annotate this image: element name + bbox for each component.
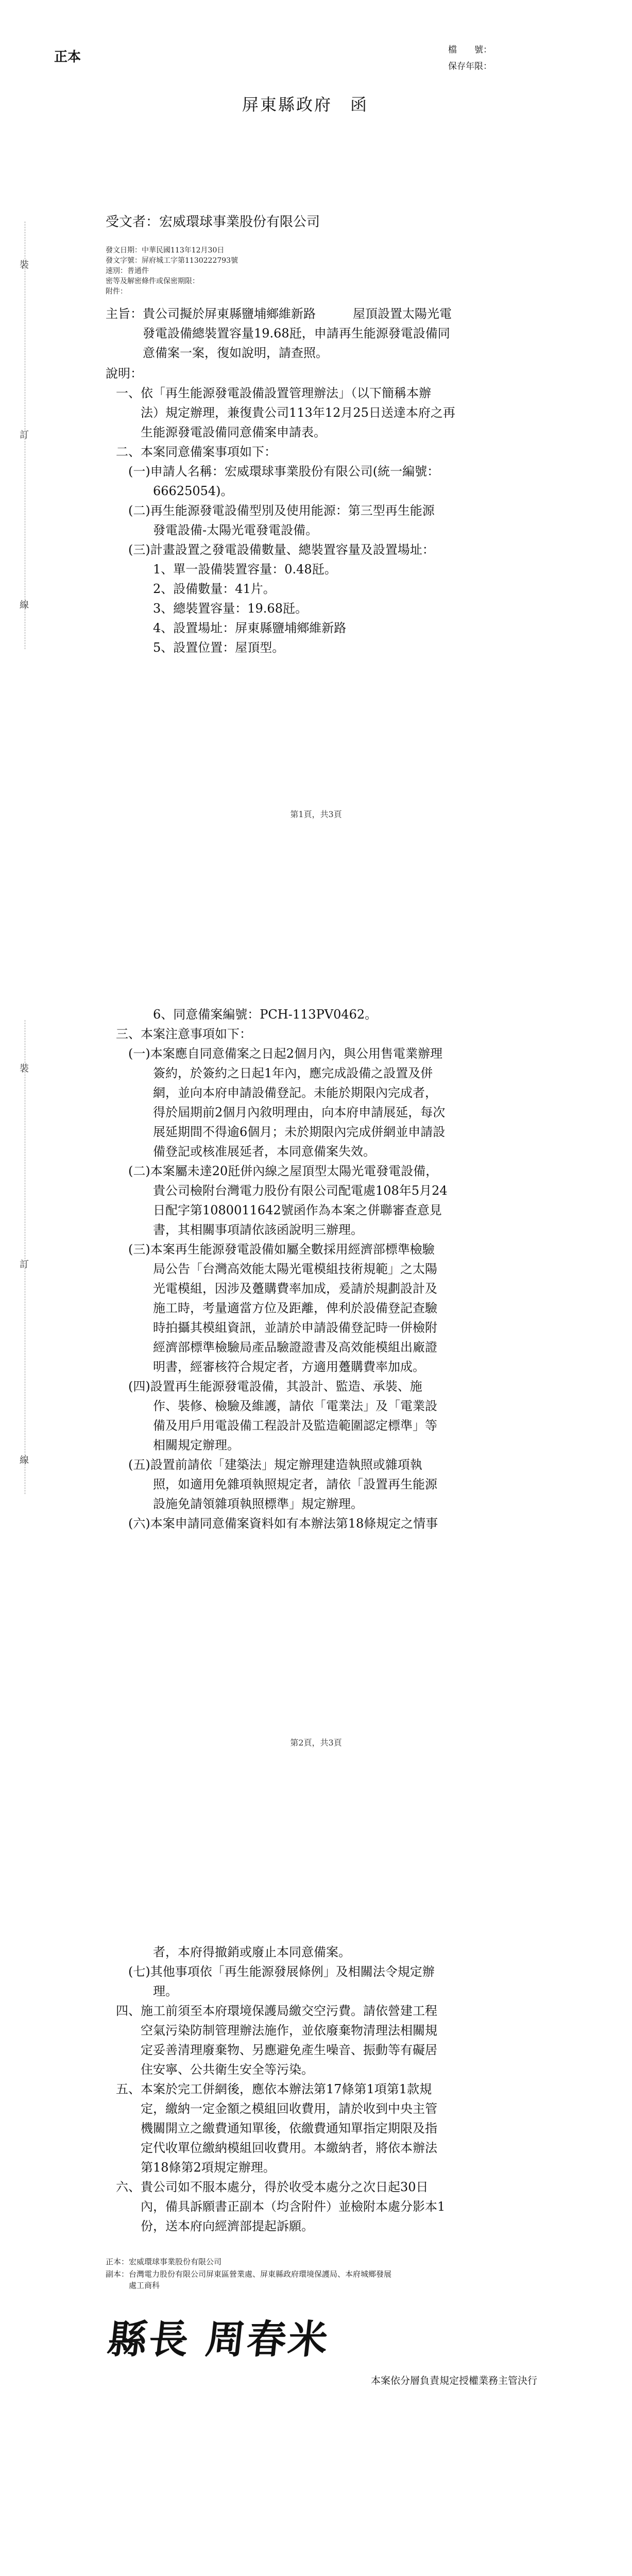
body-line: (六)本案申請同意備案資料如有本辦法第18條規定之情事 <box>116 1516 438 1531</box>
body-line: 內，備具訴願書正副本（均含附件）並檢附本處分影本1 <box>116 2199 446 2214</box>
body-line: 日配字第1080011642號函作為本案之併聯審查意見 <box>116 1203 442 1217</box>
body-line: 五、本案於完工併網後，應依本辦法第17條第1項第1款規 <box>116 2082 432 2096</box>
desc-line: 2、設備數量：41片。 <box>116 582 276 596</box>
meta-secrecy: 密等及解密條件或保密期限： <box>106 277 199 285</box>
recipient: 受文者：宏威環球事業股份有限公司 <box>106 214 320 230</box>
subject-line-3: 意備案一案，復如說明，請查照。 <box>106 346 328 360</box>
body-line: (一)本案應自同意備案之日起2個月內，與公用售電業辦理 <box>116 1046 442 1061</box>
page-footer: 第2頁，共3頁 <box>290 1738 342 1748</box>
delegation-note: 本案依分層負責規定授權業務主管決行 <box>371 2375 538 2386</box>
magistrate-signature: 縣長 周春米 <box>105 2316 332 2362</box>
margin-cut-mark: 線 <box>20 1455 29 1466</box>
copy-to-cc: 副本：台灣電力股份有限公司屏東區營業處、屏東縣政府環境保護局、本府城鄉發展 <box>106 2269 392 2279</box>
meta-attachment: 附件： <box>106 287 127 296</box>
body-line: 備登記或核准展延者，本同意備案失效。 <box>116 1144 375 1159</box>
body-line: 光電模組，因涉及躉購費率加成，爰請於規劃設計及 <box>116 1281 437 1296</box>
desc-line: 1、單一設備裝置容量：0.48瓩。 <box>116 562 337 577</box>
margin-cut-mark: 線 <box>20 600 29 611</box>
meta-speed: 速別：普通件 <box>106 267 149 275</box>
meta-date: 發文日期：中華民國113年12月30日 <box>106 246 225 255</box>
desc-label: 說明： <box>106 366 143 381</box>
desc-line: 5、設置位置：屋頂型。 <box>116 640 285 655</box>
body-line: 定代收單位繳納模組回收費用。本繳納者，將依本辦法 <box>116 2141 437 2155</box>
body-line: (二)本案屬未達20瓩併內線之屋頂型太陽光電發電設備， <box>116 1164 438 1178</box>
body-line: 貴公司檢附台灣電力股份有限公司配電處108年5月24 <box>116 1183 448 1198</box>
subject-line-1: 主旨：貴公司擬於屏東縣鹽埔鄉維新路 屋頂設置太陽光電 <box>106 307 452 321</box>
body-line: 三、本案注意事項如下： <box>116 1027 252 1041</box>
page-3 <box>0 1834 632 2576</box>
desc-line: (一)申請人名稱：宏威環球事業股份有限公司(統一編號： <box>116 464 440 479</box>
body-line: (三)本案再生能源發電設備如屬全數採用經濟部標準檢驗 <box>116 1242 435 1257</box>
body-line: 者，本府得撤銷或廢止本同意備案。 <box>116 1945 351 1959</box>
page-footer: 第1頁，共3頁 <box>290 809 342 819</box>
body-line: 六、貴公司如不服本處分，得於收受本處分之次日起30日 <box>116 2180 429 2194</box>
body-line: 定妥善清理廢棄物、另應避免產生噪音、振動等有礙居 <box>116 2043 437 2057</box>
body-line: 空氣污染防制管理辦法施作，並依廢棄物清理法相關規 <box>116 2023 437 2038</box>
body-line: 住安寧、公共衛生安全等污染。 <box>116 2062 314 2077</box>
body-line: 作、裝修、檢驗及維護，請依「電業法」及「電業設 <box>116 1399 437 1413</box>
desc-line: 一、依「再生能源發電設備設置管理辦法」（以下簡稱本辦 <box>116 386 431 400</box>
body-line: 6、同意備案編號：PCH-113PV0462。 <box>116 1007 378 1022</box>
body-line: 書，其相關事項請依該函說明三辦理。 <box>116 1223 363 1237</box>
body-line: 局公告「台灣高效能太陽光電模組技術規範」之太陽 <box>116 1262 437 1276</box>
margin-bind-mark: 裝 <box>20 1063 29 1074</box>
body-line: 理。 <box>116 1984 178 1998</box>
copy-label: 正本 <box>54 49 81 65</box>
body-line: 四、施工前須至本府環境保護局繳交空污費。請依營建工程 <box>116 2004 437 2018</box>
body-line: 明書，經審核符合規定者，方適用躉購費率加成。 <box>116 1360 425 1374</box>
copy-to-cc-cont: 處工商科 <box>106 2281 160 2290</box>
desc-line: (三)計畫設置之發電設備數量、總裝置容量及設置場址： <box>116 543 435 557</box>
body-line: (五)設置前請依「建築法」規定辦理建造執照或雜項執 <box>116 1458 422 1472</box>
page-1 <box>0 0 632 837</box>
body-line: (四)設置再生能源發電設備，其設計、監造、承裝、施 <box>116 1379 422 1394</box>
page-2 <box>0 927 632 1767</box>
copy-to-main: 正本：宏威環球事業股份有限公司 <box>106 2257 222 2266</box>
body-line: 備及用戶用電設備工程設計及監造範圍認定標準」等 <box>116 1418 437 1433</box>
subject-line-2: 發電設備總裝置容量19.68瓩，申請再生能源發電設備同 <box>106 326 450 341</box>
body-line: 網，並向本府申請設備登記。未能於期限內完成者， <box>116 1086 437 1100</box>
desc-line: (二)再生能源發電設備型別及使用能源：第三型再生能源 <box>116 503 435 518</box>
preserve-label: 保存年限： <box>448 61 492 72</box>
body-line: (七)其他事項依「再生能源發展條例」及相關法令規定辦 <box>116 1964 435 1979</box>
body-line: 份，送本府向經濟部提起訴願。 <box>116 2219 314 2233</box>
desc-line: 生能源發電設備同意備案申請表。 <box>116 425 326 439</box>
body-line: 照，如適用免雜項執照規定者，請依「設置再生能源 <box>116 1477 437 1492</box>
body-line: 展延期間不得逾6個月；未於期限內完成併網並申請設 <box>116 1125 446 1139</box>
body-line: 施工時，考量適當方位及距離，俾利於設備登記查驗 <box>116 1301 437 1315</box>
file-no-label: 檔 號： <box>448 45 492 55</box>
body-line: 簽約，於簽約之日起1年內，應完成設備之設置及併 <box>116 1066 433 1080</box>
body-line: 得於屆期前2個月內敘明理由，向本府申請展延，每次 <box>116 1105 446 1120</box>
margin-line-mark: 訂 <box>20 430 29 440</box>
body-line: 第18條第2項規定辦理。 <box>116 2160 276 2175</box>
body-line: 設施免請領雜項執照標準」規定辦理。 <box>116 1497 363 1511</box>
body-line: 經濟部標準檢驗局產品驗證證書及高效能模組出廠證 <box>116 1340 437 1354</box>
margin-line-mark: 訂 <box>20 1259 29 1270</box>
meta-doc-no: 發文字號：屏府城工字第1130222793號 <box>106 257 238 265</box>
desc-line: 3、總裝置容量：19.68瓩。 <box>116 601 308 616</box>
desc-line: 66625054)。 <box>116 484 233 498</box>
document-title: 屏東縣政府 函 <box>242 95 369 114</box>
margin-bind-mark: 裝 <box>20 260 29 270</box>
body-line: 時拍攝其模組資訊，並請於申請設備登記時一併檢附 <box>116 1320 437 1335</box>
desc-line: 法）規定辦理，兼復貴公司113年12月25日送達本府之再 <box>116 405 455 420</box>
body-line: 定，繳納一定金額之模組回收費用，請於收到中央主管 <box>116 2102 437 2116</box>
body-line: 相關規定辦理。 <box>116 1438 240 1452</box>
body-line: 機關開立之繳費通知單後，依繳費通知單指定期限及指 <box>116 2121 437 2136</box>
desc-line: 發電設備-太陽光電發電設備。 <box>116 523 318 537</box>
desc-line: 4、設置場址：屏東縣鹽埔鄉維新路 <box>116 621 347 635</box>
desc-line: 二、本案同意備案事項如下： <box>116 445 277 459</box>
